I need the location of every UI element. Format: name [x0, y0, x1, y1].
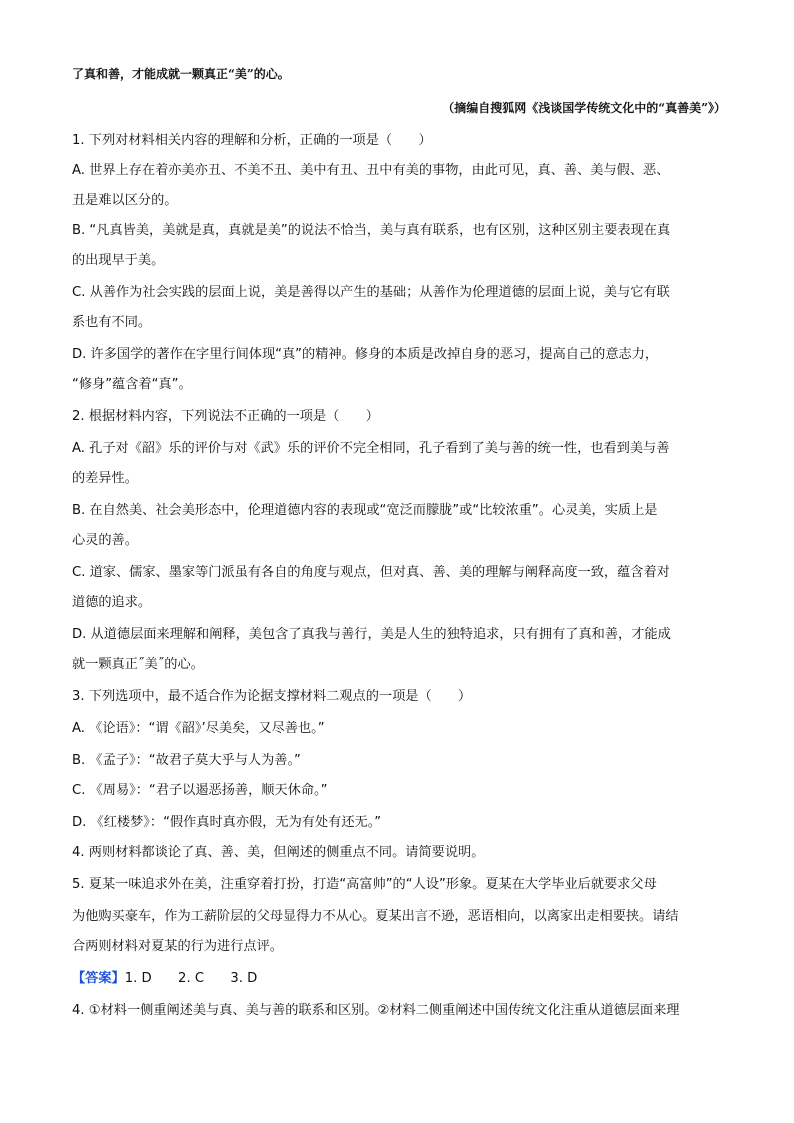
- question-3-stem: 3. 下列选项中，最不适合作为论据支撑材料二观点的一项是（ ）: [72, 689, 472, 704]
- q3-option-c: C. 《周易》：“君子以遏恶扬善，顺天休命。”: [72, 783, 328, 798]
- question-4-stem: 4. 两则材料都谈论了真、善、美，但阐述的侧重点不同。请简要说明。: [72, 845, 485, 860]
- q3-option-d: D. 《红楼梦》：“假作真时真亦假，无为有处有还无。”: [72, 815, 382, 830]
- q1-option-b-line1: B. “凡真皆美，美就是真，真就是美”的说法不恰当，美与真有联系，也有区别，这种区别主要表现在真: [72, 223, 671, 238]
- answer-tag: 【答案】: [72, 971, 125, 986]
- q2-option-a-line2: 的差异性。: [72, 471, 138, 486]
- q2-option-b-line1: B. 在自然美、社会美形态中，伦理道德内容的表现或“宽泛而朦胧”或“比较浓重”。心灵美，实质上是: [72, 503, 658, 518]
- q2-option-d-line2: 就一颗真正˝美˝的心。: [72, 657, 204, 672]
- q1-option-a-line2: 丑是难以区分的。: [72, 193, 178, 208]
- intro-line: 了真和善，才能成就一颗真正“美”的心。: [72, 67, 290, 81]
- answer-line: [72, 969, 722, 989]
- q1-option-a-line1: A. 世界上存在着亦美亦丑、不美不丑、美中有丑、丑中有美的事物，由此可见，真、善、美与假、恶、: [72, 163, 670, 178]
- source-citation: （摘编自搜狐网《浅谈国学传统文化中的“真善美”》）: [442, 101, 726, 115]
- q1-option-c-line2: 系也有不同。: [72, 315, 152, 330]
- q2-option-a-line1: A. 孔子对《韶》乐的评价与对《武》乐的评价不完全相同，孔子看到了美与善的统一性，也看到美与善: [72, 441, 670, 456]
- answer-text: 1. D 2. C 3. D: [124, 971, 258, 986]
- q2-option-c-line1: C. 道家、儒家、墨家等门派虽有各自的角度与观点，但对真、善、美的理解与阐释高度一致，蕴含着对: [72, 565, 670, 580]
- answer-4-line1: 4. ①材料一侧重阐述美与真、美与善的联系和区别。②材料二侧重阐述中国传统文化注重从道德层面来理: [72, 1003, 680, 1018]
- q3-option-b: B. 《孟子》：“故君子莫大乎与人为善。”: [72, 753, 301, 768]
- question-5-line1: 5. 夏某一味追求外在美，注重穿着打扮，打造“高富帅”的“人设”形象。夏某在大学毕业后就要求父母: [72, 877, 657, 892]
- q1-option-c-line1: C. 从善作为社会实践的层面上说，美是善得以产生的基础；从善作为伦理道德的层面上说，美与它有联: [72, 285, 670, 300]
- q1-option-b-line2: 的出现早于美。: [72, 253, 165, 268]
- question-5-line3: 合两则材料对夏某的行为进行点评。: [72, 939, 283, 954]
- q1-option-d-line1: D. 许多国学的著作在字里行间体现“真”的精神。修身的本质是改掉自身的恶习，提高自己的意志力，: [72, 347, 659, 362]
- q1-option-d-line2: “修身”蕴含着“真”。: [72, 377, 192, 392]
- q3-option-a: A. 《论语》：“谓《韶》’尽美矣，又尽善也。”: [72, 721, 325, 736]
- question-1-stem: 1. 下列对材料相关内容的理解和分析，正确的一项是（ ）: [72, 133, 432, 148]
- question-2-stem: 2. 根据材料内容，下列说法不正确的一项是（ ）: [72, 409, 379, 424]
- q2-option-d-line1: D. 从道德层面来理解和阐释，美包含了真我与善行，美是人生的独特追求，只有拥有了真和善，才能成: [72, 627, 671, 642]
- q2-option-b-line2: 心灵的善。: [72, 533, 138, 548]
- q2-option-c-line2: 道德的追求。: [72, 595, 152, 610]
- question-5-line2: 为他购买豪车，作为工薪阶层的父母显得力不从心。夏某出言不逊，恶语相向，以离家出走相要挟。请结: [72, 909, 679, 924]
